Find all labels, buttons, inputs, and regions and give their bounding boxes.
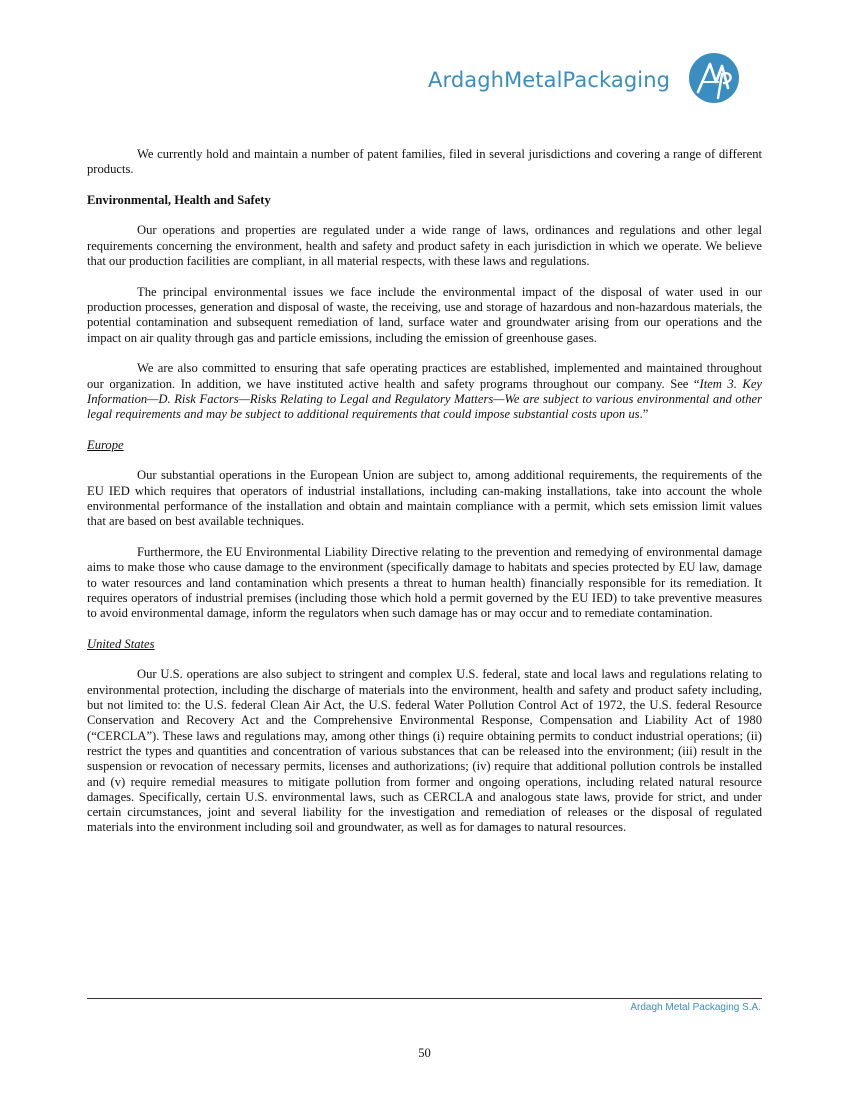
risk-factor-reference: Item 3. Key Information—D. Risk Factors—Risks Relating to Legal and Regulatory Matters—We are subject to various environmental and other legal requirements and may be subject to additional requirements that could impose substantial costs upon us [87,376,762,422]
company-logo [428,52,748,108]
paragraph-eu-liability: Furthermore, the EU Environmental Liability Directive relating to the prevention and remedying of environmental damage aims to make those who cause damage to the environment (specifically damage to habitats and species protected by EU law, damage to water resources and land contamination which presents a threat to human health) financially responsible for its remediation. It requires operators of industrial premises (including those which hold a permit governed by the EU IED) to take preventive measures to avoid environmental damage, inform the regulators when such damage has or may occur and to remediate contamination. [87,545,762,621]
logo-wordmark-text: ArdaghMetalPackaging [428,68,671,92]
paragraph-regulation: Our operations and properties are regulated under a wide range of laws, ordinances and regulations and other legal requirements concerning the environment, health and safety and product safety in each jurisdiction in which we operate. We believe that our production facilities are compliant, in all material respects, with these laws and regulations. [87,223,762,268]
section-heading-ehs: Environmental, Health and Safety [87,193,271,208]
paragraph-safety-text: We are also committed to ensuring that safe operating practices are established, implemented and maintained throughout our organization. In addition, we have instituted active health and safety programs throughout our company. See “ [87,361,762,391]
amp-logo-icon [688,52,740,104]
paragraph-environmental-issues: The principal environmental issues we face include the environmental impact of the disposal of water used in our production processes, generation and disposal of waste, the receiving, use and storage of hazardous and non-hazardous materials, the potential contamination and subsequent remediation of land, surface water and groundwater arising from our operations and the impact on air quality through gas and particle emissions, including the emission of greenhouse gases. [87,284,762,345]
subheading-europe: Europe [87,438,124,453]
paragraph-safety-practices [87,361,762,422]
logo-wordmark [428,68,670,92]
footer-company-name: Ardagh Metal Packaging S.A. [630,1002,761,1013]
paragraph-safety-end: .” [639,407,649,422]
subheading-united-states: United States [87,637,155,652]
paragraph-patents: We currently hold and maintain a number of patent families, filed in several jurisdictions and covering a range of different products. [87,147,762,177]
footer-divider [87,998,762,999]
paragraph-us-operations: Our U.S. operations are also subject to stringent and complex U.S. federal, state and local laws and regulations relating to environmental protection, including the discharge of materials into the environment, health and safety and product safety including, but not limited to: the U.S. federal Clean Air Act, the U.S. federal Water Pollution Control Act of 1972, the U.S. federal Resource Conservation and Recovery Act and the Comprehensive Environmental Response, Compensation and Liability Act of 1980 (“CERCLA”). These laws and regulations may, among other things (i) require obtaining permits to conduct industrial operations; (ii) restrict the types and quantities and concentration of various substances that can be released into the environment; (iii) result in the suspension or revocation of necessary permits, licenses and authorizations; (iv) require that additional pollution controls be installed and (v) require remedial measures to mitigate pollution from former and ongoing operations, including related natural resource damages. Specifically, certain U.S. environmental laws, such as CERCLA and analogous state laws, provide for strict, and under certain circumstances, joint and several liability for the investigation and remediation of releases or the disposal of regulated materials into the environment including soil and groundwater, as well as for damages to natural resources. [87,667,762,835]
paragraph-eu-ied: Our substantial operations in the European Union are subject to, among additional requirements, the requirements of the EU IED which requires that operators of industrial installations, including can-making installations, take into account the whole environmental performance of the installation and obtain and maintain compliance with a permit, which sets emission limit values that are based on best available techniques. [87,468,762,529]
page-number: 50 [418,1046,431,1060]
document-body [87,147,762,851]
